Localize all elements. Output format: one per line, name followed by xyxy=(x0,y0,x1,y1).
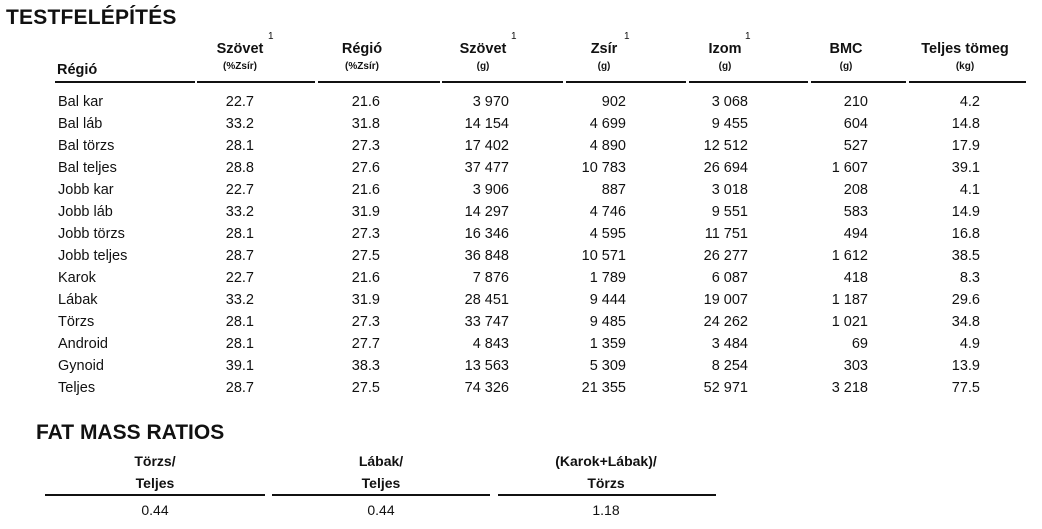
cell-tissue-pct-fat: 33.2 xyxy=(225,116,254,132)
region-label: Bal kar xyxy=(58,94,104,110)
header-region-pct-fat xyxy=(307,40,417,73)
cell-tissue-g: 7 876 xyxy=(472,270,509,286)
header-rule xyxy=(689,81,808,83)
cell-fat-g: 10 571 xyxy=(581,248,626,264)
cell-total-mass-kg: 16.8 xyxy=(951,226,980,242)
ratio-denominator: Teljes xyxy=(135,475,175,491)
cell-region-pct-fat: 27.6 xyxy=(351,160,380,176)
region-label: Bal teljes xyxy=(58,160,117,176)
header-region: Régió xyxy=(57,62,98,78)
cell-tissue-pct-fat: 28.8 xyxy=(225,160,254,176)
cell-fat-g: 4 890 xyxy=(589,138,626,154)
cell-bmc-g: 494 xyxy=(843,226,868,242)
header-label: Szövet xyxy=(216,41,264,57)
cell-region-pct-fat: 31.9 xyxy=(351,292,380,308)
cell-total-mass-kg: 8.3 xyxy=(959,270,980,286)
header-unit: (g) xyxy=(839,61,853,72)
table-row xyxy=(0,248,1042,270)
cell-tissue-g: 3 970 xyxy=(472,94,509,110)
region-label: Bal láb xyxy=(58,116,103,132)
cell-bmc-g: 1 607 xyxy=(831,160,868,176)
header-rule xyxy=(197,81,315,83)
cell-fat-g: 5 309 xyxy=(589,358,626,374)
cell-tissue-pct-fat: 28.1 xyxy=(225,314,254,330)
table-row xyxy=(0,182,1042,204)
region-label: Gynoid xyxy=(58,358,104,374)
cell-bmc-g: 1 612 xyxy=(831,248,868,264)
cell-tissue-g: 4 843 xyxy=(472,336,509,352)
cell-fat-g: 902 xyxy=(601,94,626,110)
cell-lean-g: 9 551 xyxy=(711,204,748,220)
header-total-mass-kg xyxy=(910,40,1020,73)
cell-tissue-g: 3 906 xyxy=(472,182,509,198)
header-rule xyxy=(55,81,195,83)
cell-lean-g: 26 277 xyxy=(703,248,748,264)
header-unit: (%Zsír) xyxy=(345,61,379,72)
cell-bmc-g: 583 xyxy=(843,204,868,220)
table-row xyxy=(0,160,1042,182)
cell-bmc-g: 527 xyxy=(843,138,868,154)
cell-bmc-g: 208 xyxy=(843,182,868,198)
cell-lean-g: 6 087 xyxy=(711,270,748,286)
cell-bmc-g: 1 187 xyxy=(831,292,868,308)
cell-tissue-g: 74 326 xyxy=(464,380,509,396)
page-title: TESTFELÉPÍTÉS xyxy=(6,6,177,29)
cell-total-mass-kg: 17.9 xyxy=(951,138,980,154)
cell-bmc-g: 3 218 xyxy=(831,380,868,396)
cell-tissue-pct-fat: 28.1 xyxy=(225,226,254,242)
cell-tissue-g: 17 402 xyxy=(464,138,509,154)
table-row xyxy=(0,336,1042,358)
cell-tissue-pct-fat: 33.2 xyxy=(225,292,254,308)
fat-mass-ratios-title: FAT MASS RATIOS xyxy=(36,421,225,444)
cell-lean-g: 8 254 xyxy=(711,358,748,374)
region-label: Bal törzs xyxy=(58,138,115,154)
cell-region-pct-fat: 31.8 xyxy=(351,116,380,132)
cell-tissue-pct-fat: 28.1 xyxy=(225,138,254,154)
header-rule xyxy=(442,81,563,83)
cell-tissue-g: 14 154 xyxy=(464,116,509,132)
table-row xyxy=(0,204,1042,226)
footnote-marker: 1 xyxy=(268,31,274,42)
cell-tissue-g: 13 563 xyxy=(464,358,509,374)
cell-bmc-g: 418 xyxy=(843,270,868,286)
cell-tissue-g: 14 297 xyxy=(464,204,509,220)
cell-lean-g: 11 751 xyxy=(704,226,748,242)
footnote-marker: 1 xyxy=(745,31,751,42)
cell-fat-g: 1 359 xyxy=(589,336,626,352)
header-label: BMC xyxy=(829,41,863,57)
cell-tissue-pct-fat: 28.7 xyxy=(225,248,254,264)
table-row xyxy=(0,314,1042,336)
cell-total-mass-kg: 14.8 xyxy=(951,116,980,132)
header-unit: (g) xyxy=(718,61,732,72)
cell-tissue-pct-fat: 28.7 xyxy=(225,380,254,396)
cell-tissue-g: 37 477 xyxy=(464,160,509,176)
cell-total-mass-kg: 29.6 xyxy=(951,292,980,308)
cell-lean-g: 3 068 xyxy=(711,94,748,110)
cell-total-mass-kg: 38.5 xyxy=(951,248,980,264)
header-lean-g xyxy=(670,31,780,73)
cell-region-pct-fat: 27.3 xyxy=(351,226,380,242)
cell-tissue-g: 28 451 xyxy=(464,292,509,308)
cell-region-pct-fat: 27.3 xyxy=(351,314,380,330)
header-label: Teljes tömeg xyxy=(921,41,1009,57)
cell-region-pct-fat: 27.5 xyxy=(351,248,380,264)
header-unit: (kg) xyxy=(955,61,975,72)
ratio-numerator: (Karok+Lábak)/ xyxy=(555,453,657,469)
region-label: Karok xyxy=(58,270,96,286)
table-row xyxy=(0,116,1042,138)
cell-lean-g: 9 455 xyxy=(711,116,748,132)
cell-total-mass-kg: 39.1 xyxy=(951,160,980,176)
header-unit: (g) xyxy=(597,61,611,72)
ratio-numerator: Lábak/ xyxy=(358,453,404,469)
table-row xyxy=(0,94,1042,116)
region-label: Jobb láb xyxy=(58,204,113,220)
table-row xyxy=(0,270,1042,292)
ratio-rule xyxy=(45,494,265,496)
cell-region-pct-fat: 27.3 xyxy=(351,138,380,154)
header-unit: (g) xyxy=(476,61,490,72)
cell-total-mass-kg: 34.8 xyxy=(951,314,980,330)
table-row xyxy=(0,292,1042,314)
cell-fat-g: 887 xyxy=(601,182,626,198)
ratio-denominator: Teljes xyxy=(361,475,401,491)
cell-bmc-g: 303 xyxy=(843,358,868,374)
cell-lean-g: 3 018 xyxy=(711,182,748,198)
cell-total-mass-kg: 4.2 xyxy=(959,94,980,110)
cell-lean-g: 26 694 xyxy=(703,160,748,176)
ratio-value: 0.44 xyxy=(367,502,395,518)
cell-fat-g: 4 699 xyxy=(589,116,626,132)
cell-lean-g: 3 484 xyxy=(711,336,748,352)
cell-total-mass-kg: 77.5 xyxy=(951,380,980,396)
cell-fat-g: 9 444 xyxy=(589,292,626,308)
cell-tissue-pct-fat: 22.7 xyxy=(225,270,254,286)
header-tissue-pct-fat xyxy=(185,31,295,73)
cell-lean-g: 19 007 xyxy=(703,292,748,308)
cell-total-mass-kg: 13.9 xyxy=(951,358,980,374)
header-label: Régió xyxy=(341,41,383,57)
footnote-marker: 1 xyxy=(624,31,630,42)
region-label: Android xyxy=(58,336,108,352)
cell-tissue-g: 33 747 xyxy=(464,314,509,330)
cell-region-pct-fat: 21.6 xyxy=(351,270,380,286)
region-label: Jobb teljes xyxy=(58,248,128,264)
header-label: Izom xyxy=(708,41,742,57)
ratio-header xyxy=(45,450,265,494)
header-label: Zsír xyxy=(590,41,618,57)
region-label: Teljes xyxy=(58,380,96,396)
header-rule xyxy=(318,81,440,83)
ratio-numerator: Törzs/ xyxy=(134,453,176,469)
cell-total-mass-kg: 14.9 xyxy=(951,204,980,220)
cell-lean-g: 52 971 xyxy=(703,380,748,396)
cell-fat-g: 4 746 xyxy=(589,204,626,220)
header-tissue-g xyxy=(428,31,538,73)
cell-bmc-g: 604 xyxy=(843,116,868,132)
cell-bmc-g: 1 021 xyxy=(831,314,868,330)
table-row xyxy=(0,226,1042,248)
cell-fat-g: 9 485 xyxy=(589,314,626,330)
ratio-rule xyxy=(498,494,716,496)
cell-bmc-g: 69 xyxy=(851,336,868,352)
cell-tissue-pct-fat: 39.1 xyxy=(225,358,254,374)
cell-region-pct-fat: 27.5 xyxy=(351,380,380,396)
region-label: Törzs xyxy=(58,314,95,330)
region-label: Jobb kar xyxy=(58,182,114,198)
header-label: Szövet xyxy=(459,41,507,57)
cell-total-mass-kg: 4.1 xyxy=(959,182,980,198)
cell-tissue-g: 36 848 xyxy=(464,248,509,264)
footnote-marker: 1 xyxy=(511,31,517,42)
header-unit: (%Zsír) xyxy=(223,61,257,72)
region-label: Jobb törzs xyxy=(58,226,125,242)
cell-tissue-g: 16 346 xyxy=(464,226,509,242)
header-rule xyxy=(909,81,1026,83)
ratio-rule xyxy=(272,494,490,496)
cell-fat-g: 21 355 xyxy=(581,380,626,396)
ratio-value: 0.44 xyxy=(141,502,169,518)
cell-total-mass-kg: 4.9 xyxy=(959,336,980,352)
table-row xyxy=(0,138,1042,160)
table-row xyxy=(0,358,1042,380)
ratio-header xyxy=(271,450,491,494)
header-rule xyxy=(566,81,686,83)
header-fat-g xyxy=(549,31,659,73)
header-bmc-g xyxy=(791,40,901,73)
cell-region-pct-fat: 21.6 xyxy=(351,182,380,198)
cell-tissue-pct-fat: 33.2 xyxy=(225,204,254,220)
ratio-value: 1.18 xyxy=(592,502,620,518)
table-row xyxy=(0,380,1042,402)
ratio-header xyxy=(496,450,716,494)
ratio-denominator: Törzs xyxy=(587,475,625,491)
cell-region-pct-fat: 27.7 xyxy=(351,336,380,352)
cell-bmc-g: 210 xyxy=(843,94,868,110)
cell-fat-g: 1 789 xyxy=(589,270,626,286)
region-label: Lábak xyxy=(58,292,98,308)
cell-lean-g: 12 512 xyxy=(703,138,748,154)
cell-tissue-pct-fat: 28.1 xyxy=(225,336,254,352)
cell-tissue-pct-fat: 22.7 xyxy=(225,94,254,110)
cell-region-pct-fat: 21.6 xyxy=(351,94,380,110)
header-rule xyxy=(811,81,906,83)
cell-tissue-pct-fat: 22.7 xyxy=(225,182,254,198)
cell-fat-g: 10 783 xyxy=(581,160,626,176)
cell-region-pct-fat: 31.9 xyxy=(351,204,380,220)
cell-region-pct-fat: 38.3 xyxy=(351,358,380,374)
cell-lean-g: 24 262 xyxy=(703,314,748,330)
cell-fat-g: 4 595 xyxy=(589,226,626,242)
